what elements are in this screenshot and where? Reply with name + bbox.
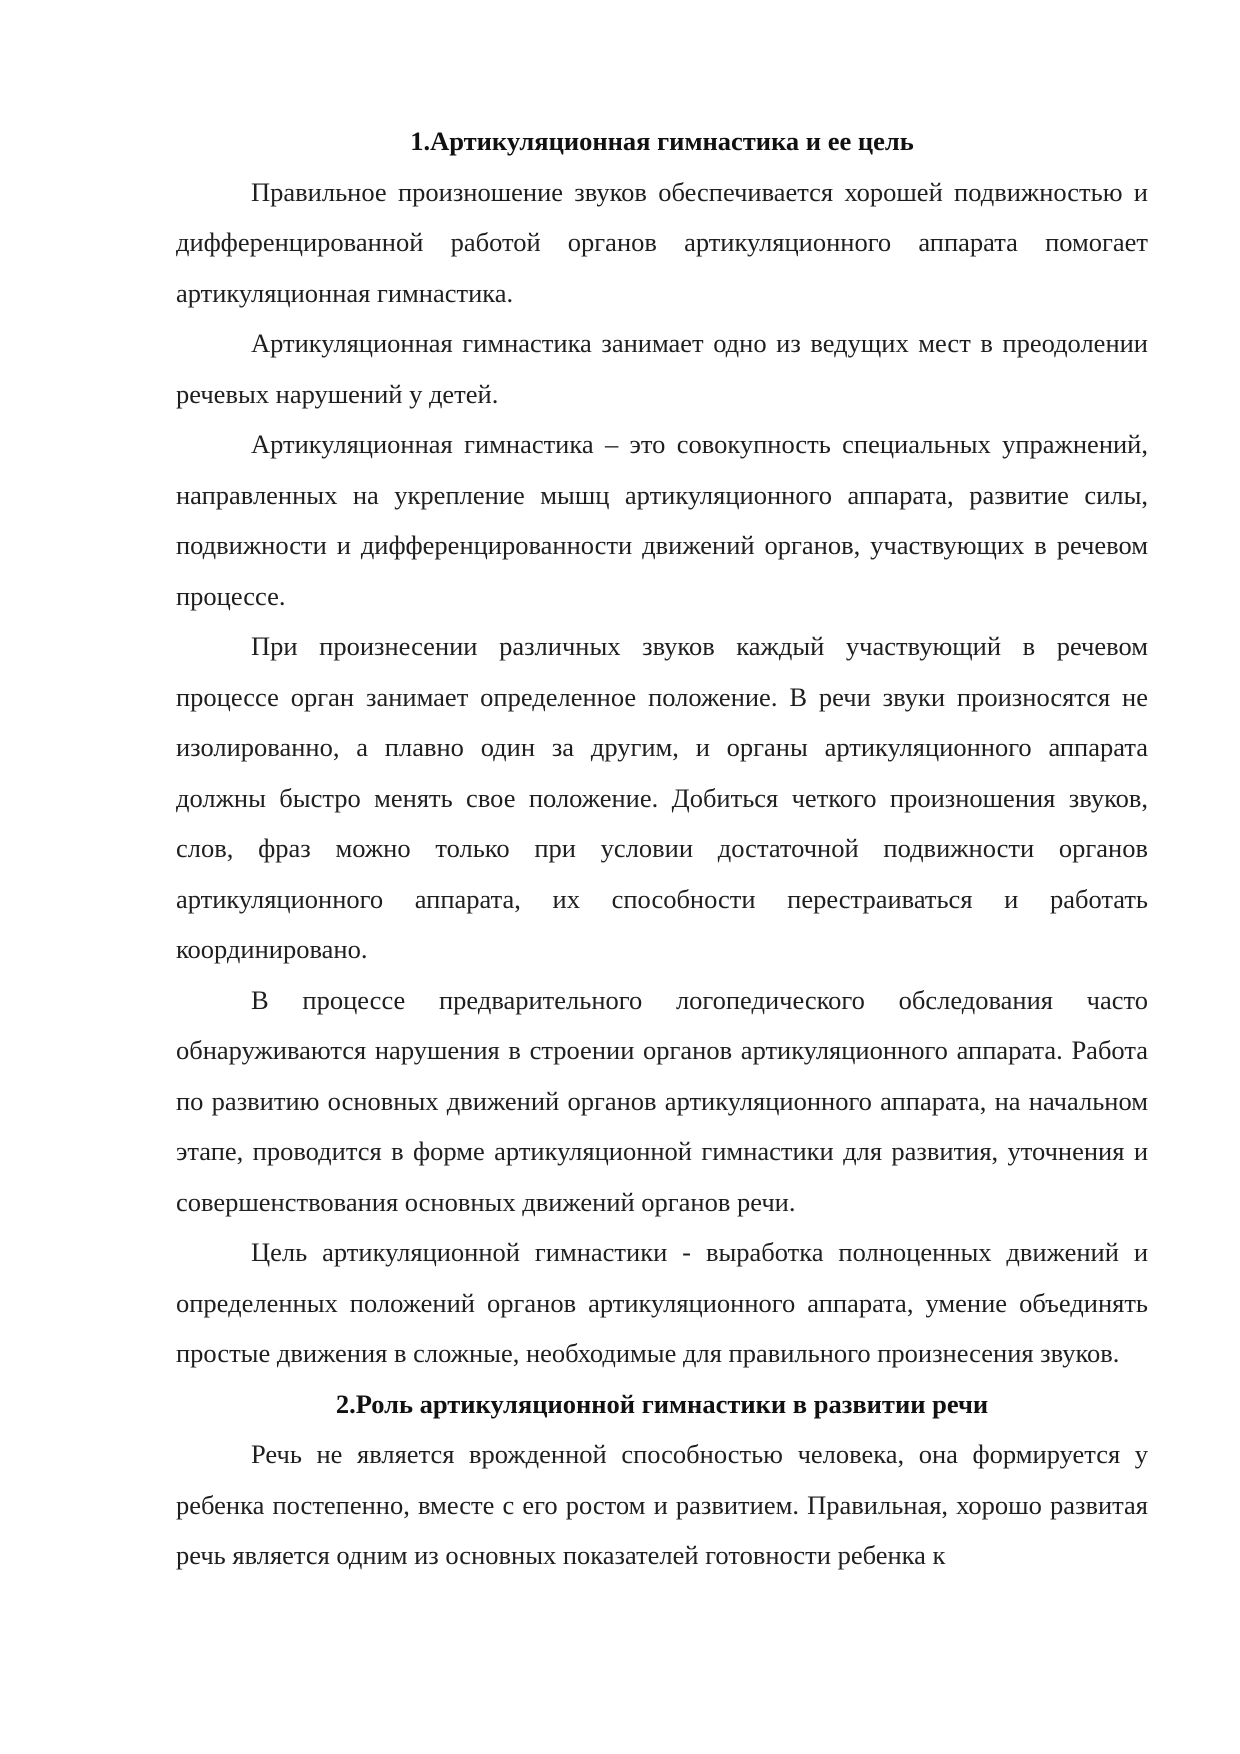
section-1-paragraph-5: В процессе предварительного логопедического обследования часто обнаруживаются нарушения в строении органов артикуляционного аппарата. Работа по развитию основных движений органов артикуляционного аппарата, на начальном этапе, проводится в форме артикуляционной гимнастики для развития, уточнения и совершенствования основных движений органов речи. <box>176 984 1148 1217</box>
section-1-paragraph-4: При произнесении различных звуков каждый участвующий в речевом процессе орган занимает определенное положение. В речи звуки произносятся не изолированно, а плавно один за другим, и органы артикуляционного аппарата должны быстро менять свое положение. Добиться четкого произношения звуков, слов, фраз можно только при условии достаточной подвижности органов артикуляционного аппарата, их способности перестраиваться и работать координировано. <box>176 631 1148 964</box>
section-2-heading: 2.Роль артикуляционной гимнастики в развитии речи <box>335 1388 989 1419</box>
section-1-paragraph-6: Цель артикуляционной гимнастики - выработка полноценных движений и определенных положений органов артикуляционного аппарата, умение объединять простые движения в сложные, необходимые для правильного произнесения звуков. <box>176 1237 1148 1368</box>
section-1-paragraph-2: Артикуляционная гимнастика занимает одно из ведущих мест в преодолении речевых нарушений у детей. <box>176 328 1148 409</box>
page-content <box>176 116 1148 1581</box>
section-1-heading: 1.Артикуляционная гимнастика и ее цель <box>410 126 914 156</box>
section-1-paragraph-1: Правильное произношение звуков обеспечивается хорошей подвижностью и дифференцированной работой органов артикуляционного аппарата помогает артикуляционная гимнастика. <box>176 176 1148 308</box>
section-1-paragraph-3: Артикуляционная гимнастика – это совокупность специальных упражнений, направленных на укрепление мышц артикуляционного аппарата, развитие силы, подвижности и дифференцированности движений органов, участвующих в речевом процессе. <box>176 429 1148 611</box>
section-2-paragraph-1: Речь не является врожденной способностью человека, она формируется у ребенка постепенно, вместе с его ростом и развитием. Правильная, хорошо развитая речь является одним из основных показателей готовности ребенка к <box>176 1439 1148 1570</box>
